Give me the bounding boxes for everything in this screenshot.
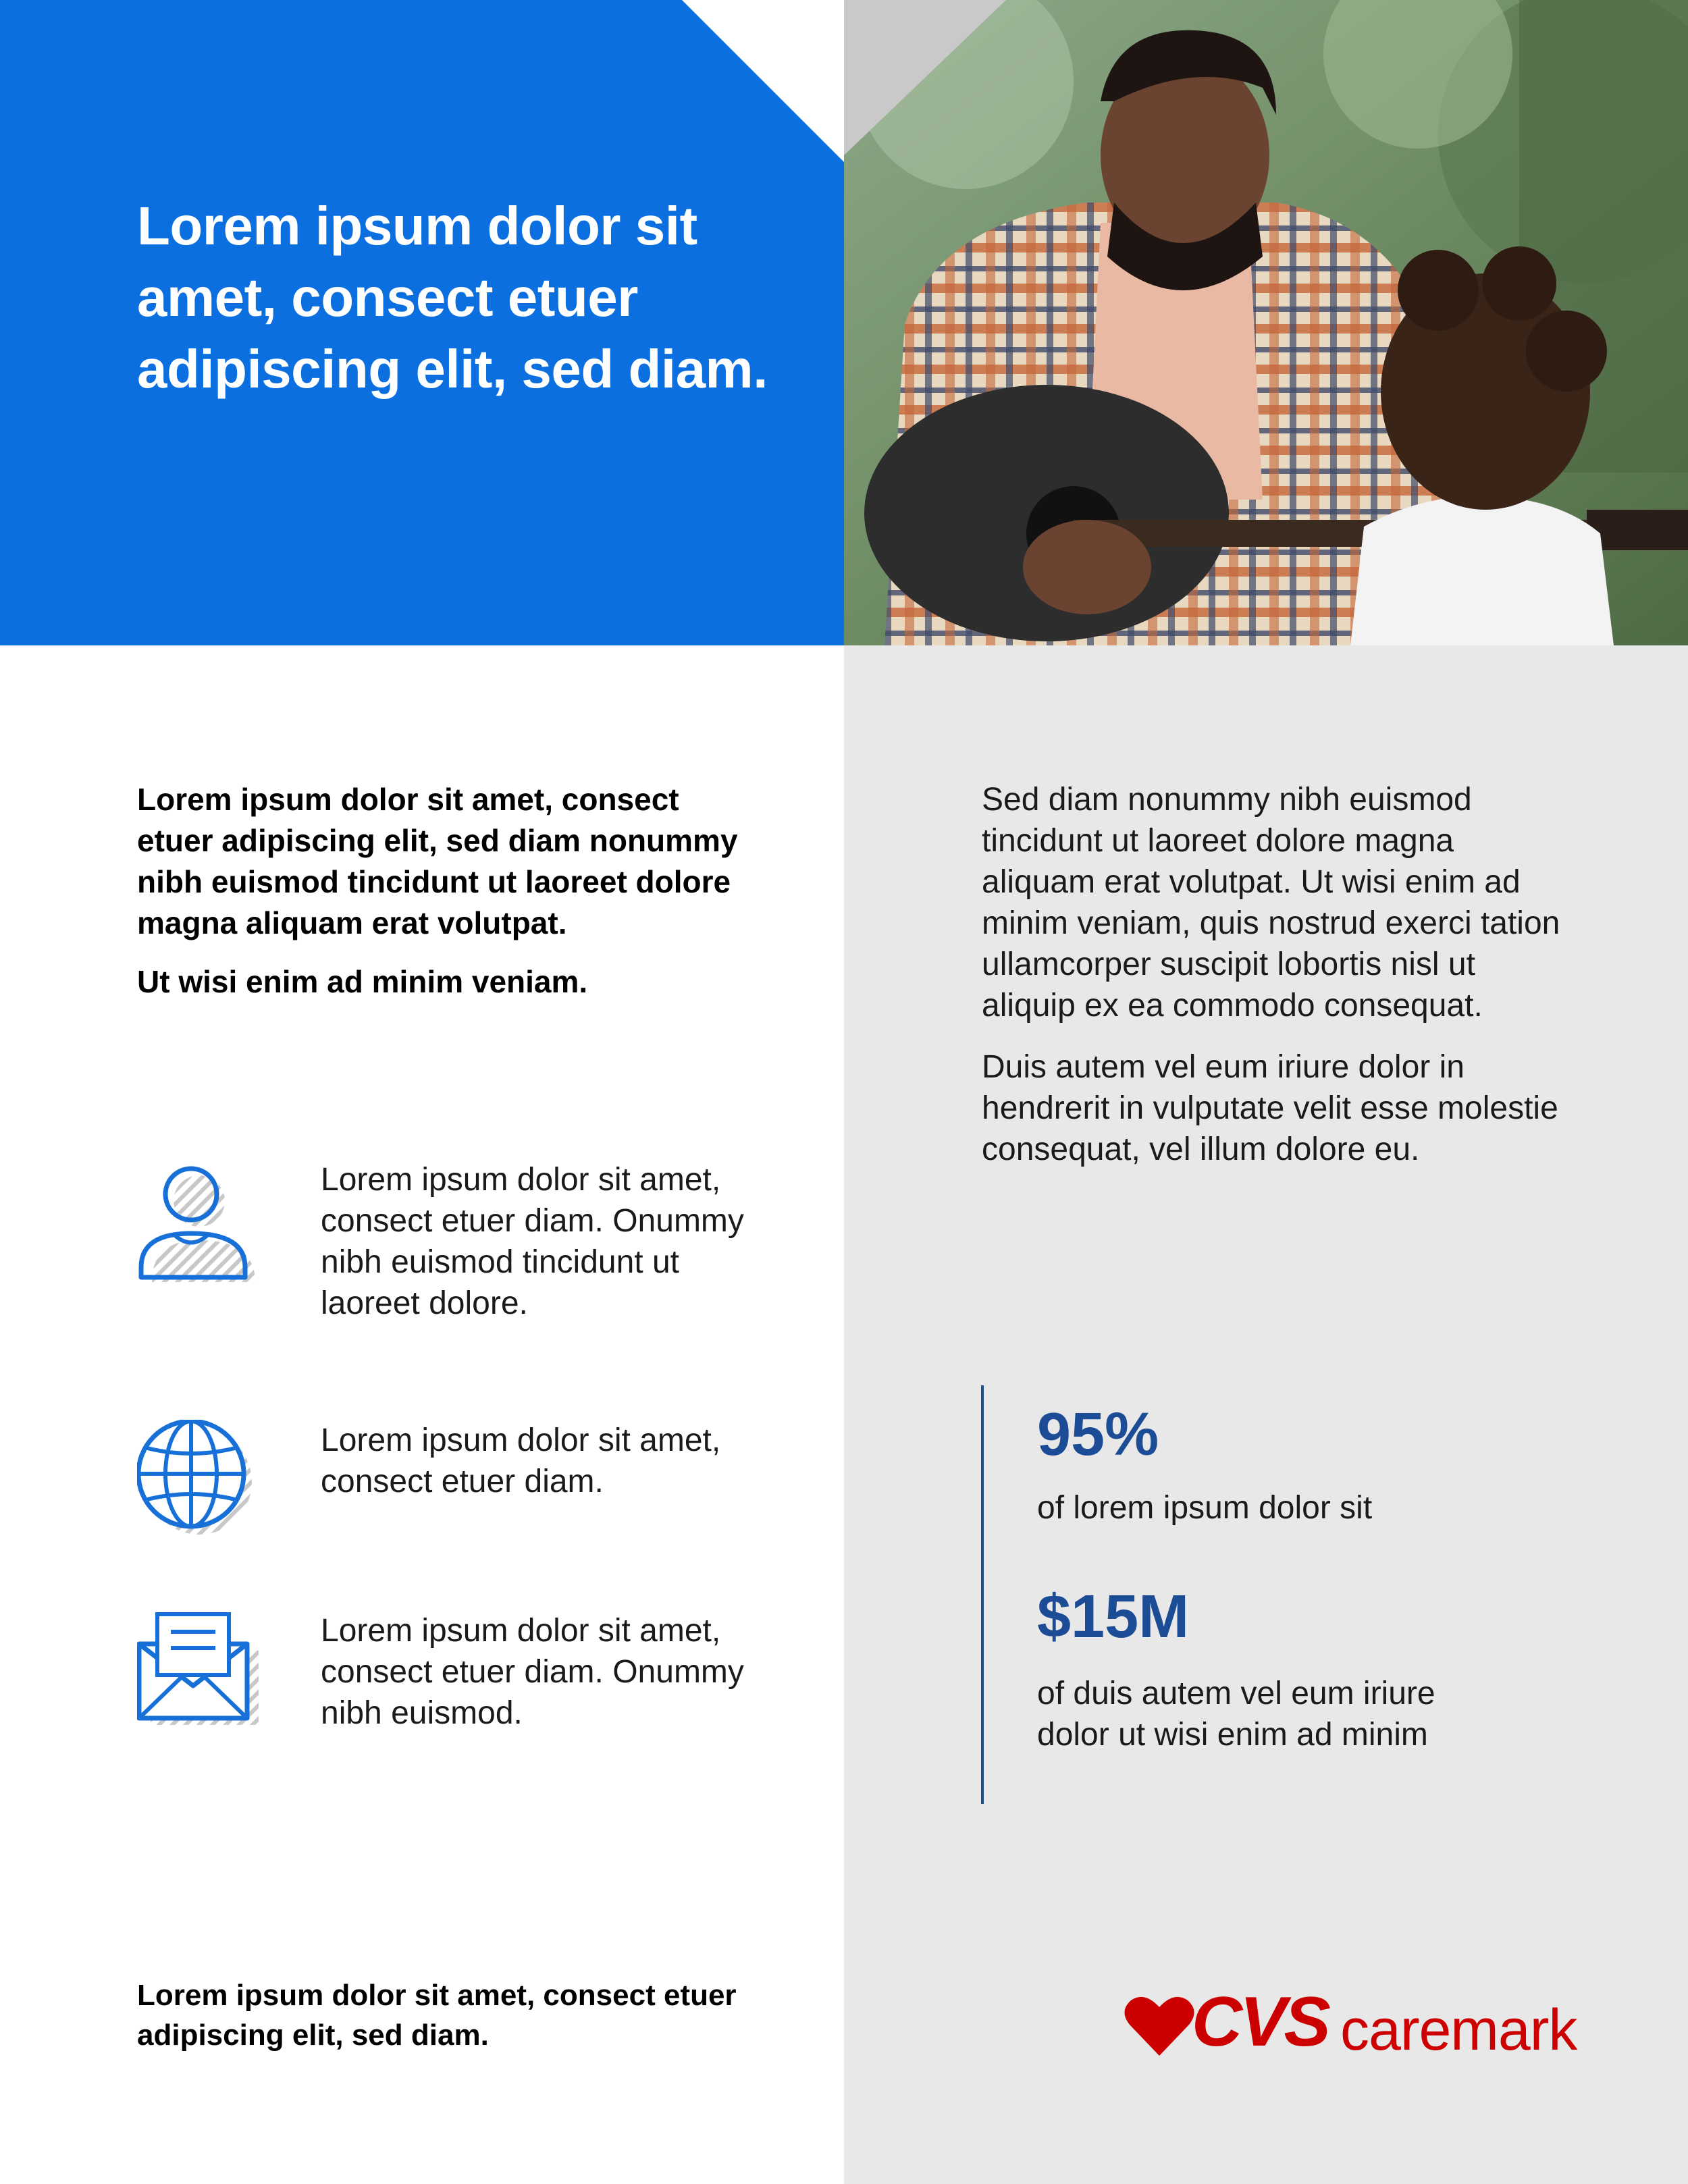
logo-brand: CVS: [1192, 1983, 1328, 2061]
footer-text: Lorem ipsum dolor sit amet, consect etuer adipiscing elit, sed diam.: [137, 1979, 737, 2052]
intro-section: [137, 779, 745, 1020]
feature-text: Lorem ipsum dolor sit amet, consect etuer diam.: [321, 1422, 721, 1499]
stat-divider: [981, 1385, 984, 1804]
logo-product: caremark: [1340, 1998, 1577, 2062]
stat-label: of lorem ipsum dolor sit: [1037, 1490, 1373, 1526]
heart-icon: [1124, 1995, 1195, 2057]
right-column: [982, 779, 1562, 1190]
feature-item: [137, 1420, 779, 1555]
body-paragraph: Duis autem vel eum iriure dolor in hendrerit in vulputate velit esse molestie consequat, vel illum dolore eu.: [982, 1049, 1558, 1167]
envelope-icon: [137, 1610, 265, 1738]
hero-photo: [844, 0, 1688, 645]
intro-paragraph-secondary: Ut wisi enim ad minim veniam.: [137, 964, 588, 999]
stat-value: $15M: [1037, 1583, 1190, 1651]
cvs-caremark-logo: [1124, 1981, 1597, 2062]
intro-paragraph: Lorem ipsum dolor sit amet, consect etuer adipiscing elit, sed diam nonummy nibh euismod tincidunt ut laoreet dolore magna aliquam erat volutpat.: [137, 782, 738, 940]
feature-text: Lorem ipsum dolor sit amet, consect etuer diam. Onummy nibh euismod.: [321, 1613, 744, 1731]
photo-illustration: [844, 0, 1688, 645]
hero-title: Lorem ipsum dolor sit amet, consect etuer adipiscing elit, sed diam.: [137, 196, 768, 399]
feature-item: [137, 1610, 779, 1745]
globe-icon: [137, 1420, 265, 1548]
stat-value: 95%: [1037, 1401, 1159, 1468]
feature-text: Lorem ipsum dolor sit amet, consect etuer diam. Onummy nibh euismod tincidunt ut laoreet dolore.: [321, 1162, 744, 1321]
body-paragraph: Sed diam nonummy nibh euismod tincidunt ut laoreet dolore magna aliquam erat volutpat. Ut wisi enim ad minim veniam, quis nostrud exerci tation ullamcorper suscipit lobortis nisl ut aliquip ex ea commodo consequat.: [982, 782, 1560, 1023]
person-icon: [137, 1159, 265, 1287]
hero-corner-notch: [682, 0, 844, 162]
feature-item: [137, 1159, 779, 1321]
stat-label: of duis autem vel eum iriure dolor ut wisi enim ad minim: [1037, 1676, 1435, 1753]
